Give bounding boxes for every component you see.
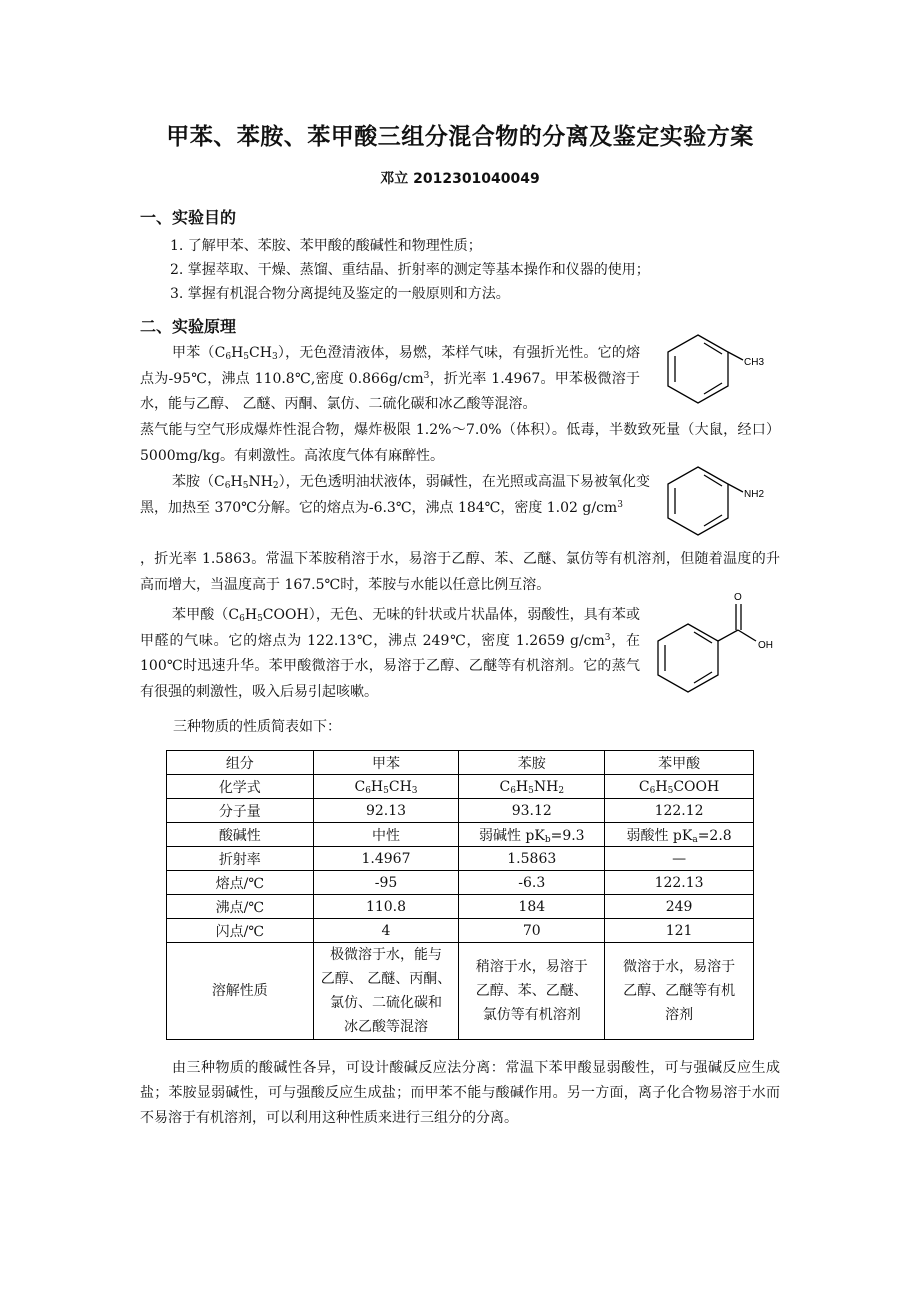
properties-table: [166, 750, 754, 1040]
row-label: 溶解性质: [167, 943, 314, 1040]
table-cell: 微溶于水，易溶于 乙醇、乙醚等有机 溶剂: [605, 943, 754, 1040]
row-label: 折射率: [167, 847, 314, 871]
benzoic-formula: $C_6H_5COOH$: [228, 607, 309, 624]
table-header-cell: 组分: [167, 751, 314, 775]
table-row: [167, 871, 754, 895]
table-cell: 极微溶于水，能与 乙醇、 乙醚、丙酮、 氯仿、二硫化碳和 冰乙酸等混溶: [313, 943, 459, 1040]
benzoic-hydroxyl-label: OH: [758, 640, 773, 651]
benzoic-text-3: ，在 100℃时迅速升华。苯甲酸微溶于水，易溶于乙醇、乙醚等有机溶剂。它的蒸气有很强的刺激性，吸入后易引起咳嗽。: [140, 632, 640, 700]
table-cell: 4: [313, 919, 459, 943]
row-label: 分子量: [167, 799, 314, 823]
table-cell: 122.13: [605, 871, 754, 895]
table-row: [167, 895, 754, 919]
row-label: 化学式: [167, 775, 314, 799]
toluene-paragraph-continued: 蒸气能与空气形成爆炸性混合物，爆炸极限 1.2%～7.0%（体积）。低毒，半数致死量（大鼠，经口）5000mg/kg。有刺激性。高浓度气体有麻醉性。: [140, 422, 780, 464]
table-intro: 三种物质的性质简表如下：: [173, 719, 341, 735]
aniline-amine-label: NH2: [744, 489, 765, 500]
row-label: 熔点/℃: [167, 871, 314, 895]
toluene-text-2: ），无色澄清液体，易燃，苯样气味，有强折光性。它的熔点为-95℃，沸点 110.8℃,密度 0.866g/cm: [140, 345, 641, 387]
table-cell: 1.5863: [459, 847, 605, 871]
section-heading-principle: 二、实验原理: [140, 317, 237, 336]
table-cell: 249: [605, 895, 754, 919]
section-heading-purpose: 一、实验目的: [140, 208, 237, 227]
table-row: [167, 775, 754, 799]
table-cell: 弱酸性 $pK_a=2.8$: [605, 823, 754, 847]
table-cell: 1.4967: [313, 847, 459, 871]
separation-rationale-paragraph: 由三种物质的酸碱性各异，可设计酸碱反应法分离：常温下苯甲酸显弱酸性，可与强碱反应生成盐；苯胺显弱碱性，可与强酸反应生成盐；而甲苯不能与酸碱作用。另一方面，离子化合物易溶于水而不易溶于有机溶剂，可以利用这种性质来进行三组分的分离。: [140, 1060, 780, 1126]
table-row: [167, 943, 754, 1040]
toluene-methyl-label: CH3: [744, 357, 765, 368]
table-cell: 中性: [313, 823, 459, 847]
table-cell: 110.8: [313, 895, 459, 919]
row-label: 沸点/℃: [167, 895, 314, 919]
table-header-cell: 苯甲酸: [605, 751, 754, 775]
aniline-paragraph: [140, 470, 650, 521]
table-cell: 92.13: [313, 799, 459, 823]
aniline-density-exponent: 3: [617, 499, 623, 510]
table-cell: $C_6H_5COOH$: [605, 775, 754, 799]
aniline-structure: [648, 458, 778, 548]
table-cell: 184: [459, 895, 605, 919]
table-cell: —: [605, 847, 754, 871]
table-row: [167, 847, 754, 871]
benzoic-acid-structure: [648, 588, 783, 698]
table-cell: 70: [459, 919, 605, 943]
table-cell: $C_6H_5NH_2$: [459, 775, 605, 799]
author-line: 邓立 2012301040049: [380, 171, 540, 187]
table-row: [167, 919, 754, 943]
aniline-formula: $C_6H_5NH_2$: [214, 474, 279, 491]
toluene-text-1: 甲苯（: [172, 345, 215, 361]
table-header-cell: 苯胺: [459, 751, 605, 775]
toluene-density-exponent: 3: [423, 370, 430, 381]
table-cell: 122.12: [605, 799, 754, 823]
purpose-item-2: 2. 掌握萃取、干燥、蒸馏、重结晶、折射率的测定等基本操作和仪器的使用；: [170, 262, 650, 278]
table-cell: 121: [605, 919, 754, 943]
table-cell: 93.12: [459, 799, 605, 823]
table-row: [167, 823, 754, 847]
row-label: 酸碱性: [167, 823, 314, 847]
toluene-paragraph: [140, 341, 640, 418]
benzoic-text-1: 苯甲酸（: [172, 607, 229, 623]
benzoic-oxygen-label: O: [734, 592, 742, 603]
benzoic-text-2: ），无色、无味的针状或片状晶体，弱酸性，具有苯或甲醛的气味。它的熔点为 122.13℃，沸点 249℃，密度 1.2659 g/cm: [140, 607, 641, 649]
table-row: [167, 799, 754, 823]
table-header-row: [167, 751, 754, 775]
aniline-paragraph-continued: ，折光率 1.5863。常温下苯胺稍溶于水，易溶于乙醇、苯、乙醚、氯仿等有机溶剂，但随着温度的升高而增大，当温度高于 167.5℃时，苯胺与水能以任意比例互溶。: [140, 551, 780, 593]
table-cell: 弱碱性 $pK_b=9.3$: [459, 823, 605, 847]
toluene-formula: $C_6H_5CH_3$: [214, 345, 278, 362]
aniline-text-1: 苯胺（: [172, 474, 215, 490]
table-cell: 稍溶于水，易溶于 乙醇、苯、乙醚、 氯仿等有机溶剂: [459, 943, 605, 1040]
benzoic-acid-paragraph: [140, 603, 640, 705]
benzoic-density-exponent: 3: [604, 632, 611, 643]
purpose-item-1: 1. 了解甲苯、苯胺、苯甲酸的酸碱性和物理性质；: [170, 238, 482, 254]
table-cell: -95: [313, 871, 459, 895]
document-title: 甲苯、苯胺、苯甲酸三组分混合物的分离及鉴定实验方案: [166, 124, 754, 150]
table-header-cell: 甲苯: [313, 751, 459, 775]
toluene-structure: [648, 326, 778, 416]
row-label: 闪点/℃: [167, 919, 314, 943]
table-cell: -6.3: [459, 871, 605, 895]
purpose-item-3: 3. 掌握有机混合物分离提纯及鉴定的一般原则和方法。: [170, 286, 510, 302]
table-cell: $C_6H_5CH_3$: [313, 775, 459, 799]
aniline-text-2: ），无色透明油状液体，弱碱性，在光照或高温下易被氧化变黑，加热至 370℃分解。它的熔点为-6.3℃，沸点 184℃，密度 1.02 g/cm: [140, 474, 651, 516]
toluene-text-3: ，折光率 1.4967。甲苯极微溶于水，能与乙醇、 乙醚、丙酮、氯仿、二硫化碳和冰乙酸等混溶。: [140, 370, 641, 412]
